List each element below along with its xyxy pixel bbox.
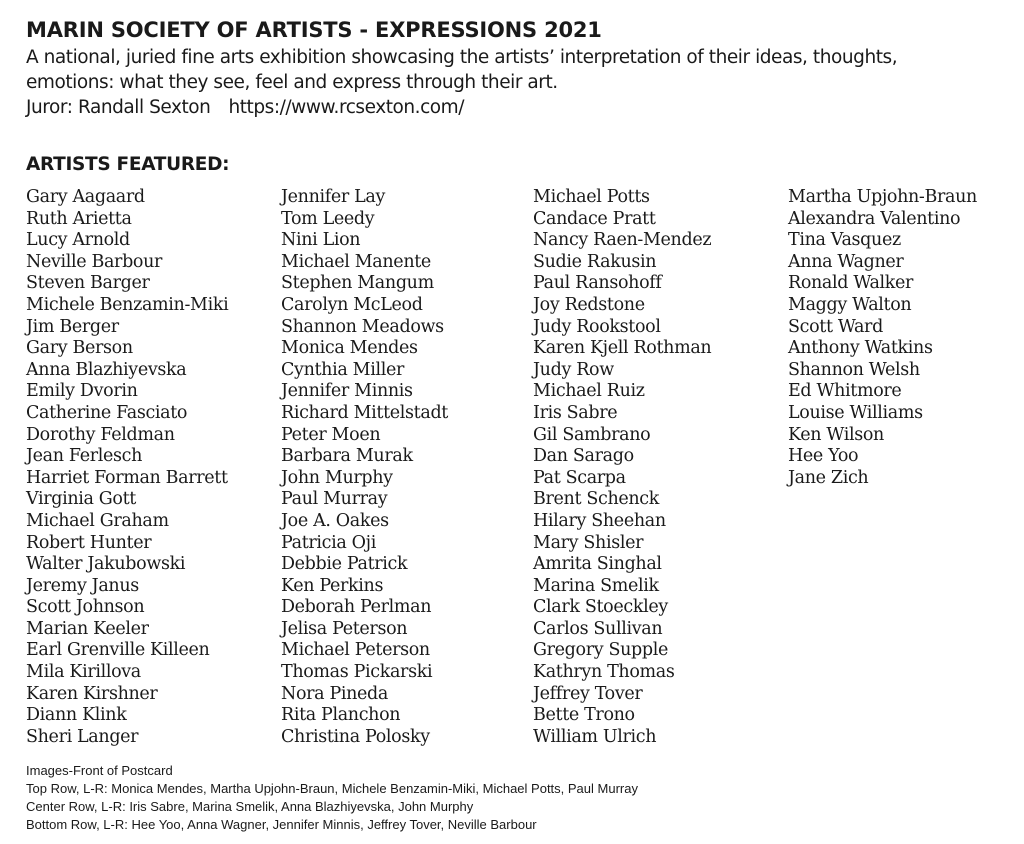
artist-name: Judy Row [533,359,614,380]
artist-name: Brent Schenck [533,489,659,510]
artist-name: Diann Klink [26,705,127,726]
artist-name: Tina Vasquez [788,230,901,251]
artist-name: Virginia Gott [26,489,136,510]
artist-name: Ed Whitmore [788,381,902,402]
artist-name: Christina Polosky [281,726,430,747]
exhibition-description [26,45,1016,120]
artists-heading: ARTISTS FEATURED: [26,154,230,175]
artist-name: Michael Ruiz [533,381,645,402]
artist-name: Mila Kirillova [26,662,141,683]
artist-name: Ken Perkins [281,575,384,596]
artist-name: Carlos Sullivan [533,618,663,639]
artist-name: Ronald Walker [788,273,914,294]
artist-name: Michael Manente [281,251,431,272]
artist-name: Scott Johnson [26,597,145,618]
juror-url: https://www.rcsexton.com/ [228,97,465,118]
artist-name: Bette Trono [533,705,635,726]
artist-name: Neville Barbour [26,251,163,272]
artist-name: Gil Sambrano [533,424,651,445]
artist-name: Iris Sabre [533,402,618,423]
artist-name: Jean Ferlesch [26,446,143,467]
artist-name: Paul Ransohoff [533,273,662,294]
artist-name: Deborah Perlman [281,597,432,618]
artist-name: Nancy Raen-Mendez [533,230,712,251]
artist-name: Jeffrey Tover [533,683,643,704]
artist-name: Dorothy Feldman [26,424,175,445]
artist-name: Maggy Walton [788,294,912,315]
artist-name: Michael Potts [533,187,650,207]
artist-name: Harriet Forman Barrett [26,467,228,488]
artist-name: Shannon Meadows [281,316,444,337]
artist-name: Karen Kjell Rothman [533,338,712,359]
artist-name: John Murphy [281,467,393,488]
artist-name: Steven Barger [26,273,150,294]
artist-column-2 [281,187,448,748]
credits-top-row: Top Row, L-R: Monica Mendes, Martha Upjohn-Braun, Michele Benzamin-Miki, Michael Potts, Paul Murray [26,781,638,796]
artist-name: Shannon Welsh [788,359,920,380]
artist-name: Dan Sarago [533,446,634,467]
artist-name: Nini Lion [281,230,361,251]
artist-name: Anthony Watkins [788,338,933,359]
artist-name: Rita Planchon [281,705,401,726]
artist-name: Stephen Mangum [281,273,434,294]
image-credits [26,762,638,834]
artist-name: Judy Rookstool [533,316,661,337]
artist-name: Anna Blazhiyevska [26,359,187,380]
artist-name: Debbie Patrick [281,554,408,575]
artist-name: Paul Murray [281,489,388,510]
artist-name: Carolyn McLeod [281,294,423,315]
artist-name: Cynthia Miller [281,359,404,380]
artist-name: Pat Scarpa [533,467,626,488]
artist-name: Ruth Arietta [26,208,132,229]
artist-name: Hilary Sheehan [533,510,666,531]
artist-name: Kathryn Thomas [533,662,675,683]
artist-name: Mary Shisler [533,532,644,553]
artist-name: Marian Keeler [26,618,149,639]
artist-name: Michele Benzamin-Miki [26,294,229,315]
artist-name: Marina Smelik [533,575,659,596]
artist-name: Catherine Fasciato [26,402,188,423]
artist-name: Tom Leedy [281,208,375,229]
artists-list [26,187,1006,757]
artist-name: Peter Moen [281,424,381,445]
page-title: MARIN SOCIETY OF ARTISTS - EXPRESSIONS 2021 [26,18,602,42]
artist-name: Joy Redstone [533,294,645,315]
artist-name: Scott Ward [788,316,883,337]
artist-name: Earl Grenville Killeen [26,640,210,661]
artist-name: Monica Mendes [281,338,418,359]
juror-label: Juror: Randall Sexton [26,97,211,118]
artist-name: Patricia Oji [281,532,376,553]
credits-bottom-row: Bottom Row, L-R: Hee Yoo, Anna Wagner, Jennifer Minnis, Jeffrey Tover, Neville Barbour [26,817,537,832]
juror-line [26,95,1016,120]
artist-name: Emily Dvorin [26,381,138,402]
artist-name: Candace Pratt [533,208,656,229]
artist-name: Michael Peterson [281,640,430,661]
artist-name: Jane Zich [788,467,869,488]
artist-name: Sheri Langer [26,726,139,747]
artist-name: Anna Wagner [788,251,904,272]
artist-name: Barbara Murak [281,446,413,467]
description-line-1: A national, juried fine arts exhibition showcasing the artists’ interpretation of their ideas, thoughts, [26,47,898,68]
artist-column-1 [26,187,228,748]
credits-center-row: Center Row, L-R: Iris Sabre, Marina Smelik, Anna Blazhiyevska, John Murphy [26,799,474,814]
artist-name: Joe A. Oakes [281,510,389,531]
artist-name: Michael Graham [26,510,169,531]
artist-column-4 [788,187,977,489]
artist-name: Jennifer Lay [281,187,386,207]
credits-heading: Images-Front of Postcard [26,763,173,778]
artist-name: Jeremy Janus [26,575,139,596]
artist-name: Jennifer Minnis [281,381,413,402]
artist-name: Robert Hunter [26,532,152,553]
artist-name: Sudie Rakusin [533,251,657,272]
artist-name: Hee Yoo [788,446,859,467]
artist-name: Jelisa Peterson [281,618,408,639]
description-line-2: emotions: what they see, feel and express through their art. [26,72,558,93]
artist-name: Richard Mittelstadt [281,402,448,423]
artist-name: Clark Stoeckley [533,597,668,618]
artist-name: Gregory Supple [533,640,668,661]
artist-name: Karen Kirshner [26,683,158,704]
artist-column-3 [533,187,711,748]
artist-name: Thomas Pickarski [281,662,433,683]
artist-name: Lucy Arnold [26,230,130,251]
artist-name: Nora Pineda [281,683,388,704]
artist-name: Gary Aagaard [26,187,145,207]
artist-name: Martha Upjohn-Braun [788,187,977,207]
artist-name: Amrita Singhal [533,554,662,575]
artist-name: Alexandra Valentino [788,208,961,229]
artist-name: Gary Berson [26,338,133,359]
artist-name: Walter Jakubowski [26,554,186,575]
artist-name: Jim Berger [26,316,119,337]
artist-name: Louise Williams [788,402,923,423]
artist-name: William Ulrich [533,726,657,747]
artist-name: Ken Wilson [788,424,884,445]
